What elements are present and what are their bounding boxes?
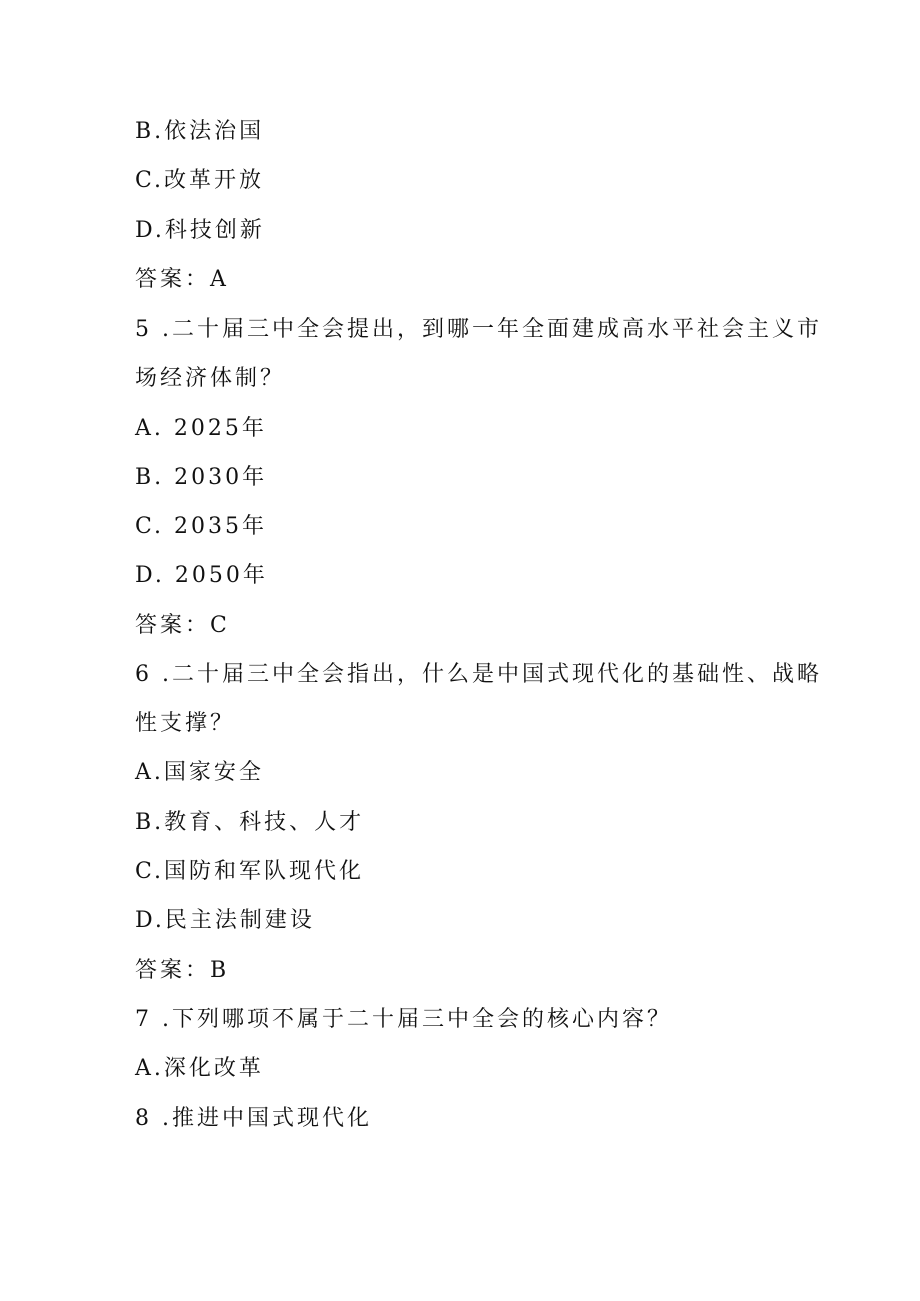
question-8: 8 .推进中国式现代化: [135, 1106, 372, 1131]
answer-q5: 答案：C: [135, 613, 230, 638]
question-5-line-2: 场经济体制？: [135, 366, 286, 391]
answer-q6: 答案：B: [135, 958, 230, 983]
option-a-q5: A. 2025年: [135, 416, 267, 441]
option-c-q5: C. 2035年: [135, 514, 268, 539]
option-d-q5: D. 2050年: [135, 563, 268, 588]
question-5-line-1: 5 .二十届三中全会提出，到哪一年全面建成高水平社会主义市: [135, 317, 822, 342]
option-a-q7: A.深化改革: [135, 1056, 264, 1081]
option-d-q6: D.民主法制建设: [135, 908, 315, 933]
option-a-q6: A.国家安全: [135, 760, 264, 785]
option-b-q6: B.教育、科技、人才: [135, 810, 365, 835]
question-6-line-1: 6 .二十届三中全会指出，什么是中国式现代化的基础性、战略: [135, 662, 822, 687]
option-b-q4: B.依法治国: [135, 119, 265, 144]
option-c-q6: C.国防和军队现代化: [135, 859, 365, 884]
option-d-q4: D.科技创新: [135, 218, 265, 243]
option-c-q4: C.改革开放: [135, 168, 265, 193]
answer-q4: 答案：A: [135, 267, 229, 292]
question-6-line-2: 性支撑？: [135, 711, 236, 736]
option-b-q5: B. 2030年: [135, 465, 268, 490]
question-7: 7 .下列哪项不属于二十届三中全会的核心内容？: [135, 1007, 672, 1032]
